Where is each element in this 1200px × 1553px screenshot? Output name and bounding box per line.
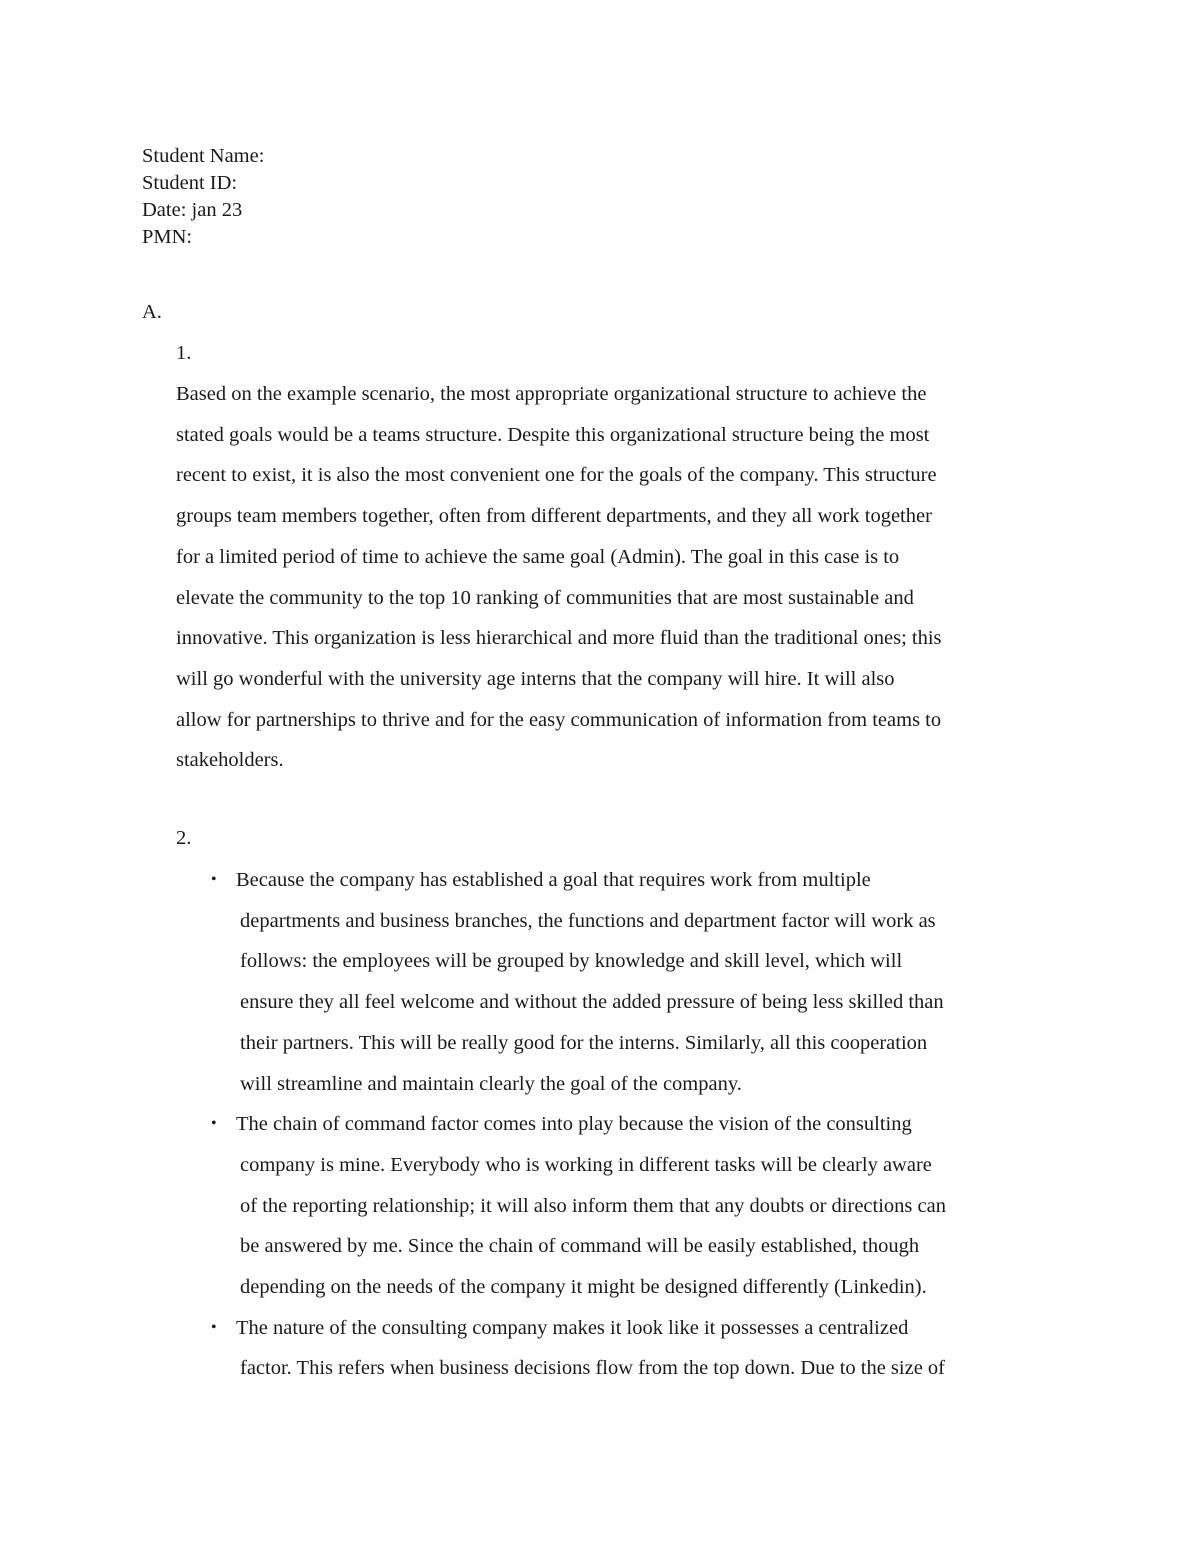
student-info-header (142, 143, 642, 251)
bullet-line: ensure they all feel welcome and without the added pressure of being less skilled than (240, 991, 944, 1014)
bullet-item (0, 1104, 1200, 1308)
pmn-line: PMN: (142, 226, 193, 248)
bullet-line: departments and business branches, the functions and department factor will work as (240, 909, 936, 932)
paragraph-line: elevate the community to the top 10 ranking of communities that are most sustainable and (176, 586, 914, 609)
bullet-icon: • (211, 871, 217, 888)
paragraph-line: groups team members together, often from different departments, and they all work together (176, 505, 932, 528)
paragraph-line: stakeholders. (176, 749, 284, 772)
bullet-line: The chain of command factor comes into play because the vision of the consulting (236, 1113, 912, 1136)
paragraph-line: allow for partnerships to thrive and for the easy communication of information from teams to (176, 708, 942, 731)
bullet-line: Because the company has established a goal that requires work from multiple (236, 869, 871, 891)
bullet-line: of the reporting relationship; it will also inform them that any doubts or directions can (240, 1194, 946, 1217)
bullet-line: follows: the employees will be grouped by knowledge and skill level, which will (240, 950, 903, 973)
bullet-item (0, 860, 1200, 1104)
bullet-icon: • (211, 1115, 217, 1133)
paragraph-line: will go wonderful with the university age interns that the company will hire. It will also (176, 667, 895, 690)
student-name-line: Student Name: (142, 145, 265, 167)
section-label: A. (142, 301, 162, 323)
item-1-paragraph (176, 374, 1076, 781)
paragraph-line: innovative. This organization is less hierarchical and more fluid than the traditional ones; this (176, 627, 942, 650)
item-1-number: 1. (176, 342, 192, 364)
paragraph-line: Based on the example scenario, the most appropriate organizational structure to achieve the (176, 383, 927, 405)
paragraph-line: stated goals would be a teams structure. Despite this organizational structure being the most (176, 423, 930, 446)
bullet-line: will streamline and maintain clearly the goal of the company. (240, 1072, 742, 1095)
bullet-line: depending on the needs of the company it might be designed differently (Linkedin). (240, 1276, 927, 1299)
bullet-line: their partners. This will be really good for the interns. Similarly, all this cooperation (240, 1031, 928, 1054)
bullet-item (0, 1308, 1200, 1389)
bullet-icon: • (211, 1318, 217, 1336)
bullet-line: company is mine. Everybody who is working in different tasks will be clearly aware (240, 1153, 932, 1176)
paragraph-line: recent to exist, it is also the most convenient one for the goals of the company. This structure (176, 464, 937, 487)
bullet-line: factor. This refers when business decisions flow from the top down. Due to the size of (240, 1357, 946, 1380)
item-2-number: 2. (176, 827, 192, 849)
paragraph-line: for a limited period of time to achieve the same goal (Admin). The goal in this case is to (176, 545, 900, 568)
student-id-line: Student ID: (142, 172, 238, 194)
bullet-line: The nature of the consulting company makes it look like it possesses a centralized (236, 1316, 909, 1339)
date-line: Date: jan 23 (142, 199, 243, 221)
item-2-bullet-list (0, 860, 1200, 1389)
bullet-line: be answered by me. Since the chain of command will be easily established, though (240, 1235, 920, 1258)
